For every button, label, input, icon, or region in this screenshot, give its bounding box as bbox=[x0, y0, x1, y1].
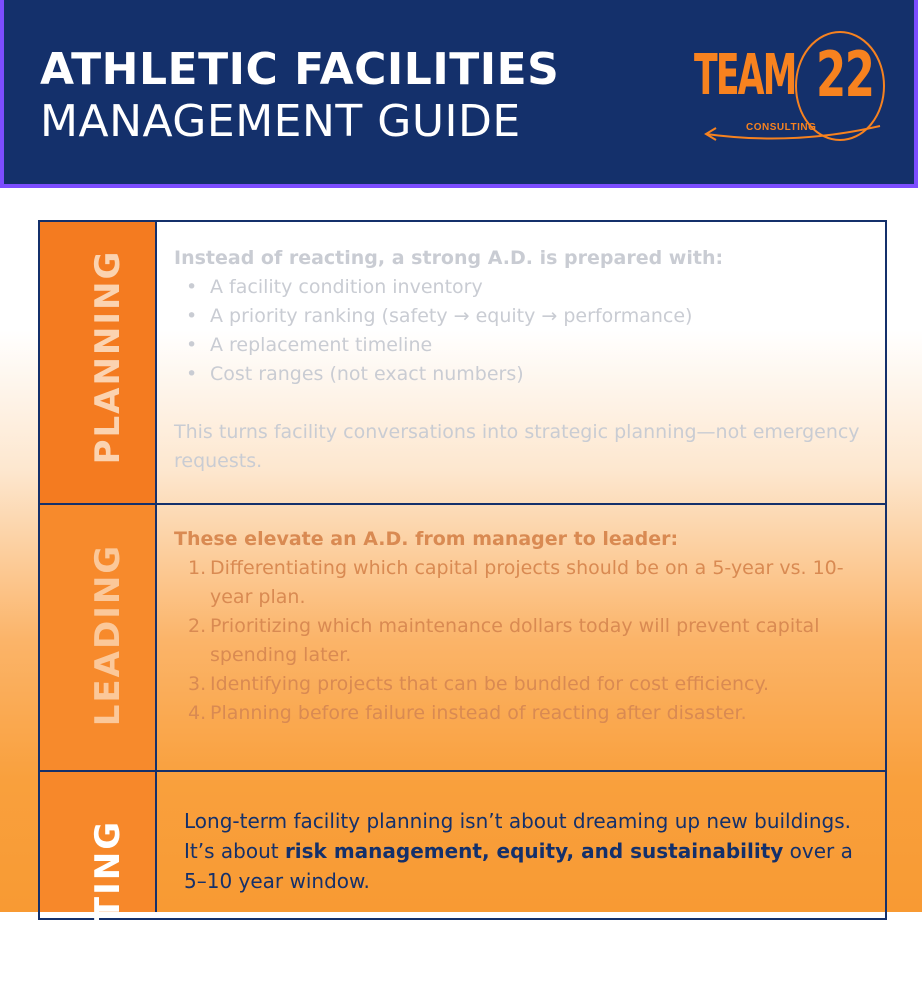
third-label: TING bbox=[88, 819, 128, 921]
item-number: 4. bbox=[188, 702, 207, 724]
leading-content bbox=[174, 525, 874, 728]
list-item bbox=[174, 670, 874, 699]
title-line-1: ATHLETIC FACILITIES bbox=[40, 44, 560, 95]
item-number: 1. bbox=[188, 557, 207, 579]
list-item bbox=[174, 612, 874, 670]
row-divider bbox=[40, 770, 885, 772]
planning-closing: This turns facility conversations into strategic planning—not emergency requests. bbox=[174, 421, 860, 472]
logo-number-text: 22 bbox=[816, 38, 874, 111]
team22-logo bbox=[694, 30, 894, 160]
planning-label: PLANNING bbox=[88, 249, 128, 465]
title-line-2: MANAGEMENT GUIDE bbox=[40, 96, 521, 147]
column-divider bbox=[155, 222, 157, 912]
item-text: Differentiating which capital projects should be on a 5-year vs. 10-year plan. bbox=[210, 557, 844, 608]
list-item: • A replacement timeline bbox=[174, 331, 874, 360]
leading-list bbox=[174, 554, 874, 728]
header-banner bbox=[0, 0, 918, 188]
item-text: Prioritizing which maintenance dollars today will prevent capital spending later. bbox=[210, 615, 820, 666]
leading-label: LEADING bbox=[88, 543, 128, 727]
list-item bbox=[174, 699, 874, 728]
third-text-bold: risk management, equity, and sustainability bbox=[284, 839, 784, 863]
third-text-end: over a 5–10 year window. bbox=[184, 839, 853, 893]
row-divider bbox=[40, 503, 885, 505]
item-text: Identifying projects that can be bundled for cost efficiency. bbox=[210, 673, 770, 695]
third-text-start: Long-term facility planning isn’t about dreaming up new buildings. It’s about bbox=[184, 809, 852, 863]
item-text: Planning before failure instead of reacting after disaster. bbox=[210, 702, 747, 724]
planning-lead: Instead of reacting, a strong A.D. is prepared with: bbox=[174, 247, 724, 269]
leading-lead: These elevate an A.D. from manager to leader: bbox=[174, 528, 679, 550]
logo-subtitle: CONSULTING bbox=[746, 122, 817, 133]
list-item: • Cost ranges (not exact numbers) bbox=[174, 360, 874, 389]
third-content bbox=[184, 806, 874, 896]
planning-bullets bbox=[174, 273, 874, 389]
list-item: • A priority ranking (safety → equity → performance) bbox=[174, 302, 874, 331]
item-number: 2. bbox=[188, 615, 207, 637]
logo-team-text: TEAM bbox=[694, 43, 796, 108]
item-number: 3. bbox=[188, 673, 207, 695]
planning-content bbox=[174, 244, 874, 476]
list-item: • A facility condition inventory bbox=[174, 273, 874, 302]
list-item bbox=[174, 554, 874, 612]
